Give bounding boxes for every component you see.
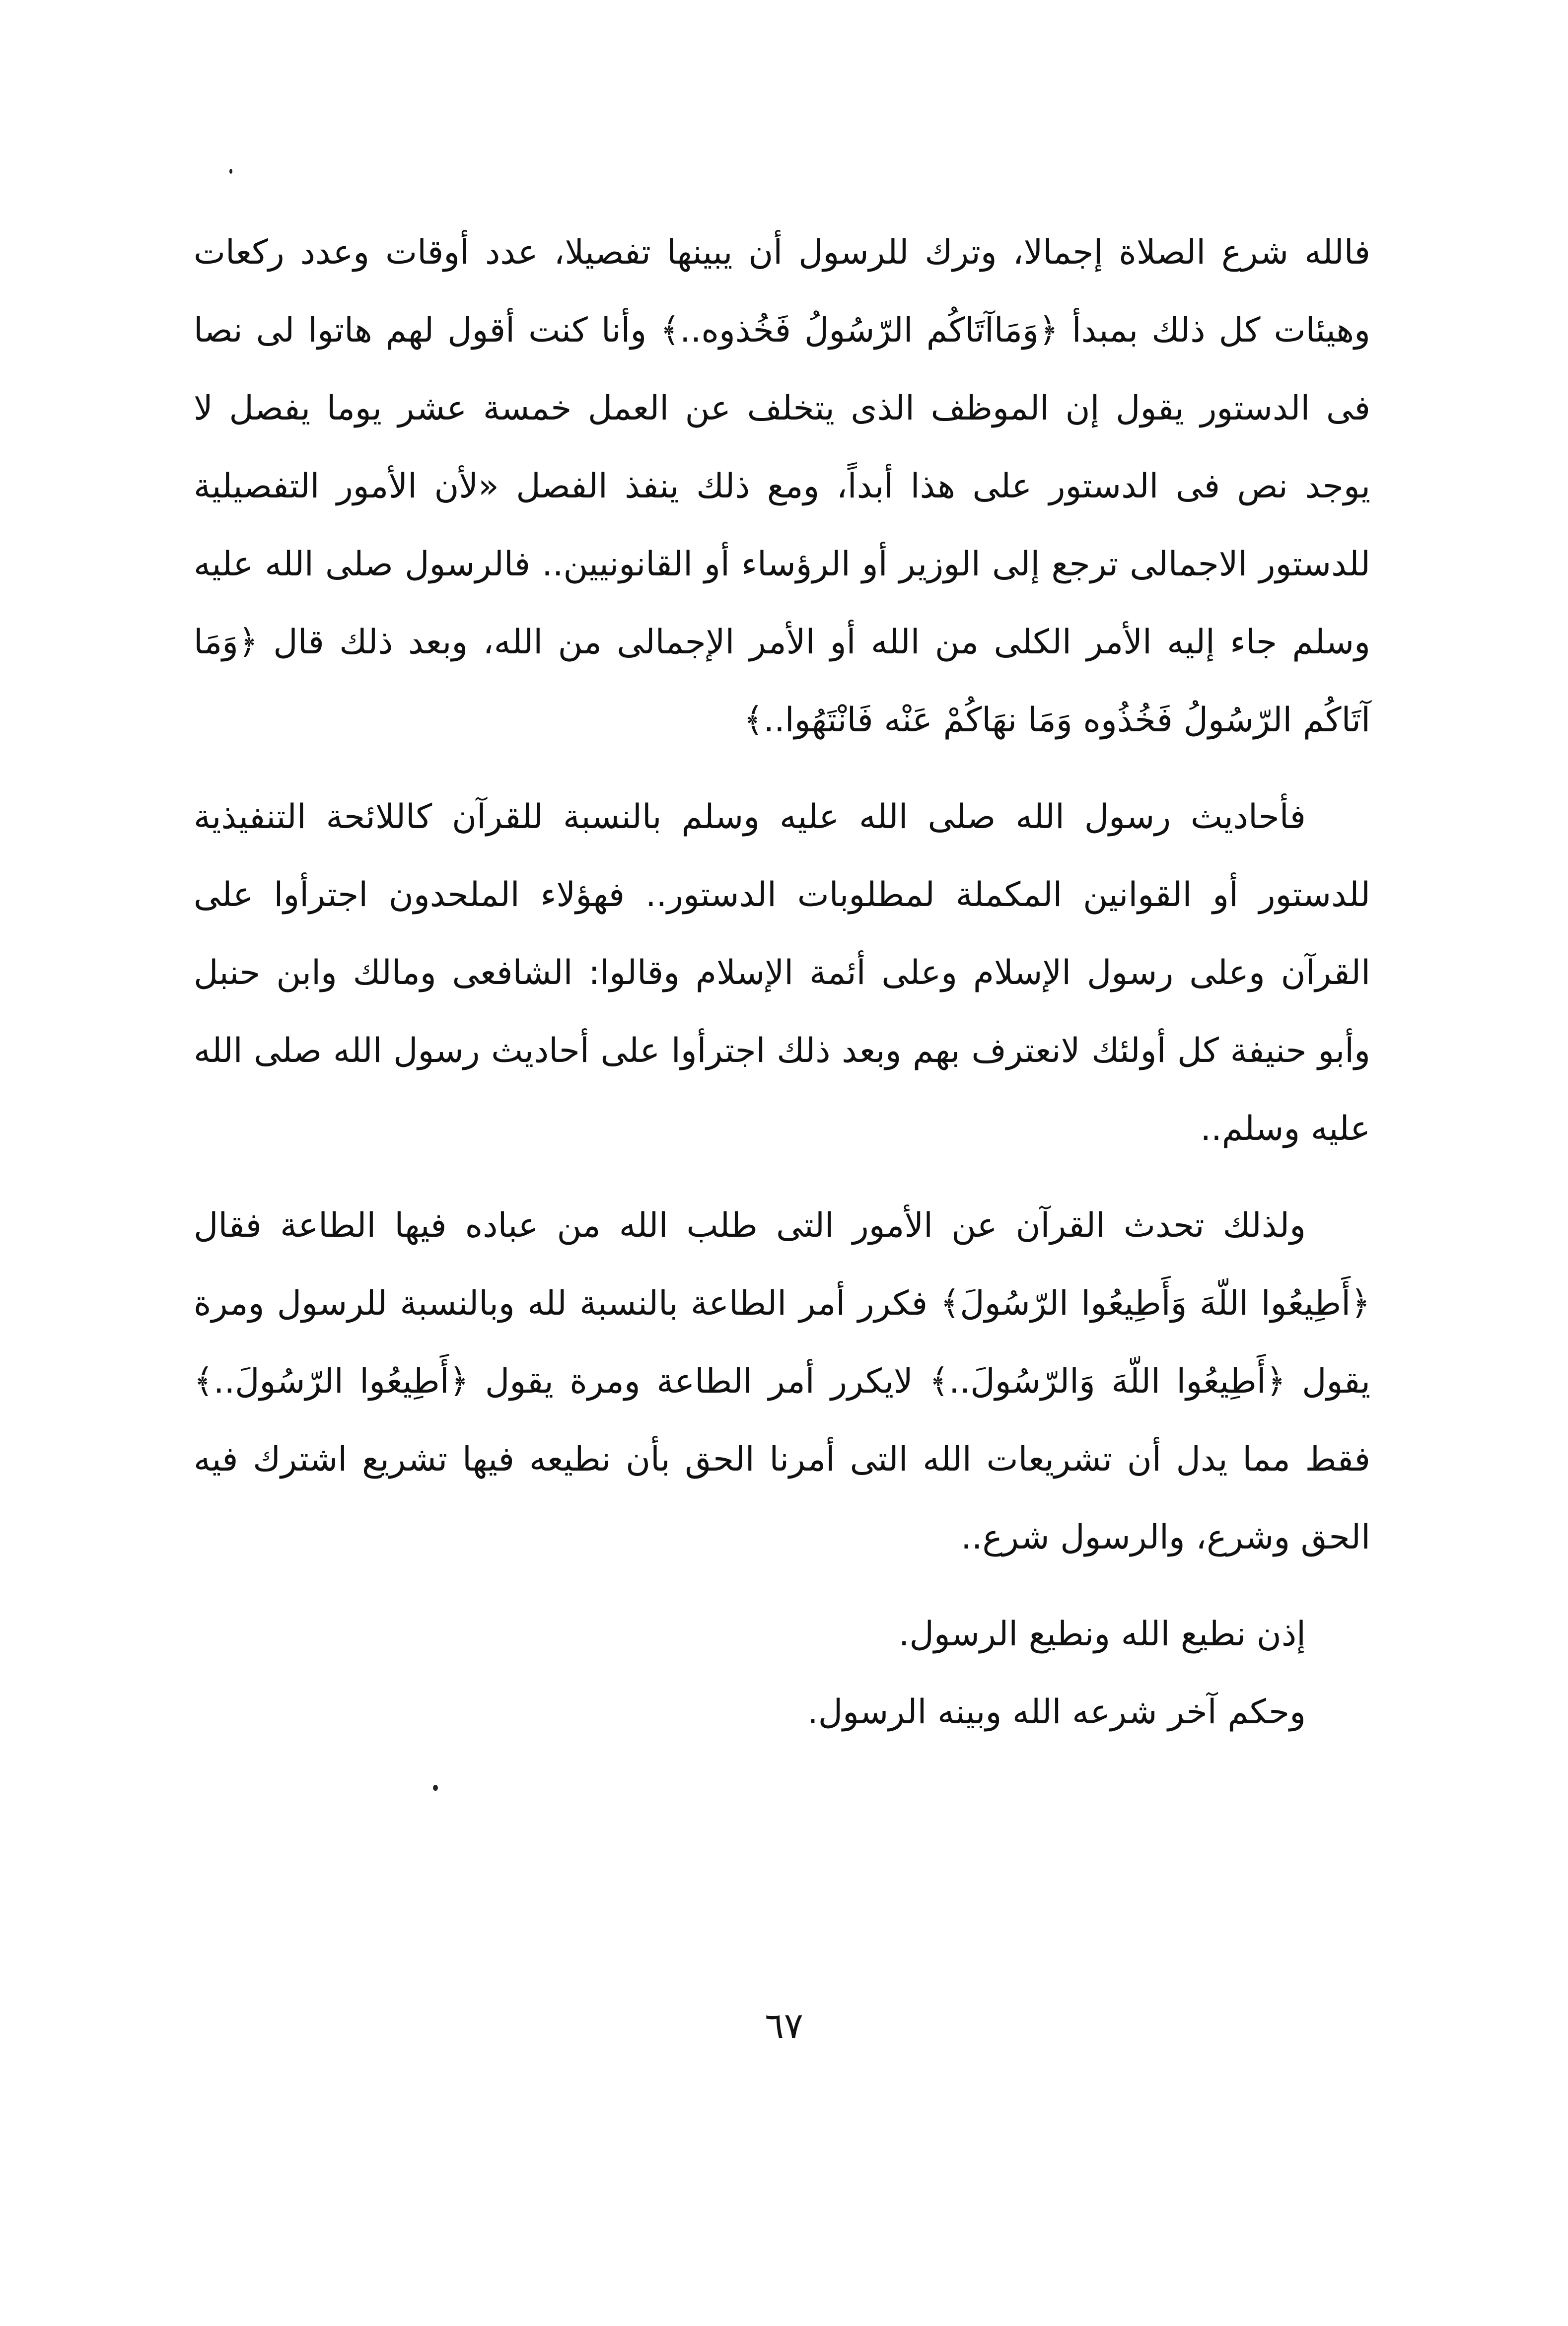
page-number: ٦٧ [765,2005,803,2046]
scan-speck [433,1785,438,1791]
paragraph-5: وحكم آخر شرعه الله وبينه الرسول. [807,1692,1306,1732]
paragraph-2: فأحاديث رسول الله صلى الله عليه وسلم بالنسبة للقرآن كاللائحة التنفيذية للدستور أو القوانين المكملة لمطلوبات الدستور.. فهؤلاء الملحدون اجترأوا على القرآن وعلى رسول الإسلام وعلى أئمة الإسلام وقالوا: الشافعى ومالك وابن حنبل وأبو حنيفة كل أولئك لانعترف بهم وبعد ذلك اجترأوا على أحاديث رسول الله صلى الله عليه وسلم.. [194,797,1370,1148]
scan-speck [229,169,232,174]
paragraph-4: إذن نطيع الله ونطيع الرسول. [898,1615,1306,1654]
paragraph-3: ولذلك تحدث القرآن عن الأمور التى طلب الله من عباده فيها الطاعة فقال ﴿أَطِيعُوا اللّهَ وَأَطِيعُوا الرّسُولَ﴾ فكرر أمر الطاعة بالنسبة لله وبالنسبة للرسول ومرة يقول ﴿أَطِيعُوا اللّهَ وَالرّسُولَ..﴾ لايكرر أمر الطاعة ومرة يقول ﴿أَطِيعُوا الرّسُولَ..﴾ فقط مما يدل أن تشريعات الله التى أمرنا الحق بأن نطيعه فيها تشريع اشترك فيه الحق وشرع، والرسول شرع.. [194,1206,1370,1557]
paragraph-1: فالله شرع الصلاة إجمالا، وترك للرسول أن يبينها تفصيلا، عدد أوقات وعدد ركعات وهيئات كل ذلك بمبدأ ﴿وَمَاآتَاكُم الرّسُولُ فَخُذوه..﴾ وأنا كنت أقول لهم هاتوا لى نصا فى الدستور يقول إن الموظف الذى يتخلف عن العمل خمسة عشر يوما يفصل لا يوجد نص فى الدستور على هذا أبداً، ومع ذلك ينفذ الفصل «لأن الأمور التفصيلية للدستور الاجمالى ترجع إلى الوزير أو الرؤساء أو القانونيين.. فالرسول صلى الله عليه وسلم جاء إليه الأمر الكلى من الله أو الأمر الإجمالى من الله، وبعد ذلك قال ﴿وَمَا آتَاكُم الرّسُولُ فَخُذُوه وَمَا نهَاكُمْ عَنْه فَانْتَهُوا..﴾ [194,233,1370,740]
body-text [194,213,1370,1751]
